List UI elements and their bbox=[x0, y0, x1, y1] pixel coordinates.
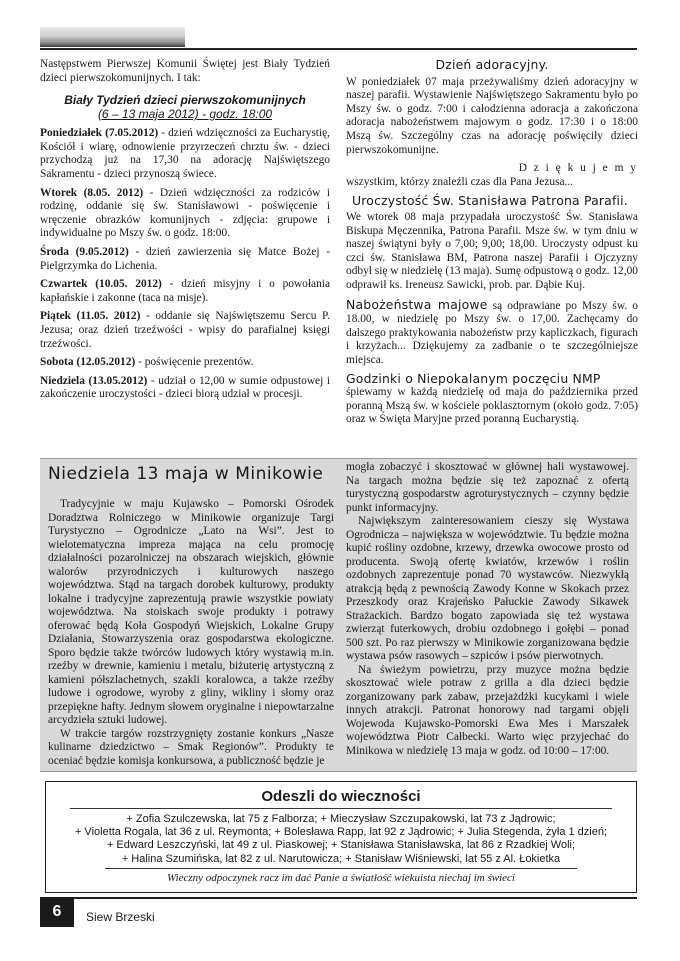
parish-news-column bbox=[346, 58, 638, 432]
white-week-heading: Biały Tydzień dzieci pierwszokomunijnych bbox=[64, 93, 306, 108]
nmp-title: Godzinki o Niepokalanym poczęciu NMP bbox=[346, 371, 601, 387]
day-entry bbox=[40, 278, 330, 305]
day-text: - Dzień wdzięczności za rodziców i rodzinę, oddanie się św. Stanisławowi - poświęcenie i wręczenie obrazków komunijnych - zdjęcia: grupowe i indywidualne po Mszy św. o godz. 18:00. bbox=[40, 186, 330, 240]
obituary-line: + Zofia Szulczewska, lat 75 z Falborza; + Mieczysław Szczupakowski, lat 73 z Jądrowic; bbox=[126, 813, 556, 825]
white-week-column bbox=[40, 58, 330, 407]
patron-text: We wtorek 08 maja przypadała uroczystość Św. Stanisława Biskupa Męczennika, Patrona Parafii. Msze św. w tym dniu w naszej świątyni były o 7,00; 9,00; 18,00. Uroczysty odpust ku czci św. Stanisława BM, Patrona naszej Parafii i Ojczyzny odbył się w niedzielę (13 maja). Sumę odpustową o godz. 12,00 odprawił ks. Ireneusz Sawicki, prob. par. Dąbie Kuj. bbox=[346, 210, 638, 291]
obituary-divider bbox=[70, 808, 613, 809]
adoration-end: wszystkim, którzy znaleźli czas dla Pana Jezusa... bbox=[346, 175, 574, 188]
day-text: - oddanie się Najświętszemu Sercu P. Jezusa; oraz dzień trzeźwości - wpisy do parafialnej księgi trzeźwości. bbox=[40, 310, 330, 350]
day-entry bbox=[40, 246, 330, 273]
obituary-line: + Violetta Rogala, lat 36 z ul. Reymonta; + Bolesława Rapp, lat 92 z Jądrowic; + Julia Stegenda, żyła 1 dzień; bbox=[74, 826, 608, 839]
obituary-title: Odeszli do wieczności bbox=[261, 788, 421, 805]
day-entry bbox=[40, 375, 330, 402]
masthead-town-image bbox=[40, 27, 185, 47]
day-label: Poniedziałek (7.05.2012) bbox=[40, 127, 159, 140]
may-services-paragraph bbox=[346, 298, 638, 368]
minikowo-paragraph: Największym zainteresowaniem cieszy się Wystawa Ogrodnicza – największa w województwie. Tu będzie można kupić rośliny ozdobne, krzewy, drzewka owocowe prosto od producenta. Swoją ofertę kwiatów, krzewów i roślin ozdobnych zaprezentuje ponad 70 wystawców. Niezwykłą atrakcją będą z pewnością Zawody Konne w Skokach przez Przeszkody oraz Krajeńsko Pałuckie Zawody Sikawek Strażackich. Bardzo bogato zapowiada się też wystawa zwierząt futerkowych, drobiu ozdobnego i gołębi – ponad 500 szt. Po raz pierwszy w Minikowie zorganizowana będzie wystawa psów rasowych – szpiców i psów pierwotnych. bbox=[346, 515, 629, 662]
obituary-line: + Edward Leszczyński, lat 49 z ul. Piaskowej; + Stanisława Stanisławska, lat 86 z Rzadkiej Woli; bbox=[106, 839, 576, 852]
minikowo-paragraph: mogła zobaczyć i skosztować w głównej hali wystawowej. Na targach można będzie się też zapoznać z ofertą turystyczną gospodarstw agroturystycznych – czynny będzie punkt informacyjny. bbox=[346, 461, 629, 514]
may-services-title: Nabożeństwa majowe bbox=[346, 296, 488, 312]
footer-rule bbox=[40, 897, 637, 899]
white-week-heading-block bbox=[40, 93, 330, 121]
patron-title: Uroczystość Św. Stanisława Patrona Parafii. bbox=[352, 193, 628, 209]
minikowo-title: Niedziela 13 maja w Minikowie bbox=[48, 464, 324, 484]
day-label: Środa (9.05.2012) bbox=[40, 245, 129, 258]
obituary-quote: Wieczny odpoczynek racz im dać Panie a światłość wiekuista niechaj im świeci bbox=[167, 871, 515, 884]
header-rule bbox=[40, 48, 637, 50]
adoration-text: W poniedziałek 07 maja przeżywaliśmy dzień adoracyjny w naszej parafii. Wystawienie Najświętszego Sakramentu było po Mszy św. o godz. 7:00 i całodzienna adoracja a zakończona adoracja nabożeństwem majowym o godz. 17:30 i o 18:00 Mszą św. Szczególny czas na adorację poświęciły dzieci pierwszokomunijne. bbox=[346, 75, 638, 156]
minikowo-left-column bbox=[48, 498, 334, 768]
minikowo-right-column bbox=[346, 461, 629, 758]
day-label: Piątek (11.05. 2012) bbox=[40, 310, 141, 323]
day-entry bbox=[40, 310, 330, 351]
white-week-subheading: (6 – 13 maja 2012) - godz. 18:00 bbox=[97, 107, 273, 122]
intro-text: Następstwem Pierwszej Komunii Świętej jest Biały Tydzień dzieci pierwszokomunijnych. I tak: bbox=[40, 58, 330, 84]
publication-name: Siew Brzeski bbox=[86, 910, 155, 924]
day-text: - dzień wdzięczności za Eucharystię, Kościół i wiarę, odnowienie przyrzeczeń chrztu św. - dzieci przychodzą już na 17,30 na adorację Najświętszego Sakramentu - dzieci przynoszą świece. bbox=[40, 127, 330, 180]
day-text: - udział o 12,00 w sumie odpustowej i zakończenie uroczystości - dzieci biorą udział w procesji. bbox=[40, 374, 330, 401]
nmp-text: śpiewamy w każdą niedzielę od maja do października przed poranną Mszą św. w kościele poklasztornym (około godz. 7:05) oraz w Święta Maryjne przed poranną Eucharystią. bbox=[346, 386, 638, 426]
day-label: Sobota (12.05.2012) bbox=[40, 356, 136, 369]
page-number: 6 bbox=[40, 897, 74, 927]
day-label: Wtorek (8.05. 2012) bbox=[40, 186, 144, 199]
obituary-box bbox=[45, 781, 637, 893]
minikowo-paragraph: W trakcie targów rozstrzygnięty zostanie konkurs „Nasze kulinarne dziedzictwo – Smak Regionów”. Produkty te oceniać będzie komisja konkursowa, a publiczność będzie je bbox=[48, 727, 334, 767]
day-text: - dzień misyjny i o powołania kapłańskie i zakonne (taca na misje). bbox=[40, 278, 331, 304]
obituary-line: + Halina Szumińska, lat 82 z ul. Narutowicza; + Stanisław Wiśniewski, lat 55 z Al. Łokietka bbox=[121, 852, 561, 865]
day-entry bbox=[40, 187, 330, 241]
minikowo-paragraph: Na świeżym powietrzu, przy muzyce można będzie skosztować wiele potraw z grilla a dla dzieci będzie zorganizowany park zabaw, przejażdżki kucykami i wiele innych atrakcji. Patronat honorowy nad targami objęli Wojewoda Kujawsko-Pomorski Ewa Mes i Marszałek województwa Piotr Całbecki. Warto więc przyjechać do Minikowa w niedzielę 13 maja w godz. od 10:00 – 17:00. bbox=[346, 663, 629, 757]
obituary-quote-divider bbox=[105, 868, 577, 869]
day-label: Czwartek (10.05. 2012) bbox=[40, 278, 162, 291]
adoration-title: Dzień adoracyjny. bbox=[435, 57, 549, 72]
day-entry bbox=[40, 356, 330, 370]
obituary-list bbox=[46, 813, 636, 866]
day-text: - poświęcenie prezentów. bbox=[135, 356, 254, 369]
minikowo-paragraph: Tradycyjnie w maju Kujawsko – Pomorski Ośrodek Doradztwa Rolniczego w Minikowie organizuje Targi Turystyczno – Ogrodnicze „Lato na Wsi”. Jest to wielotematyczna impreza mająca na celu promocję działalności pozarolniczej na obszarach wiejskich, głównie walorów przyrodniczych i kulturowych naszego województwa. Stąd na targach dorobek kulturowy, produkty lokalne i tradycyjne zaprezentują prawie wszystkie powiaty województwa. Na stoiskach swoje produkty i potrawy oferować będą Koła Gospodyń Wiejskich, Lokalne Grupy Działania, Stowarzyszenia oraz gospodarstwa ekologiczne. Sporo będzie także twórców ludowych który wystawią m.in. rzeźby w drewnie, kamieniu i metalu, biżuterię artystyczną z kamieni półszlachetnych, szakli koralowca, a także rzeźby ludowe i ogrodowe, wyroby z gliny, wikliny i słomy oraz przepiękne hafty. Jednym słowem oryginalne i niepowtarzalne arcydzieła sztuki ludowej. bbox=[48, 498, 334, 726]
may-services-text: są odprawiane po Mszy św. o 18.00, w niedzielę po Mszy św. o 17,00. Zachęcamy do dalszego praktykowania nabożeństw przy kapliczkach, figurach i krzyżach... Dziękujemy za zadbanie o te szczególniejsze miejsca. bbox=[346, 299, 639, 366]
day-entry bbox=[40, 127, 330, 181]
day-text: - dzień zawierzenia się Matce Bożej - Pielgrzymka do Lichenia. bbox=[40, 245, 330, 272]
adoration-thanks: D z i ę k u j e m y bbox=[518, 162, 638, 175]
day-label: Niedziela (13.05.2012) bbox=[40, 374, 148, 387]
